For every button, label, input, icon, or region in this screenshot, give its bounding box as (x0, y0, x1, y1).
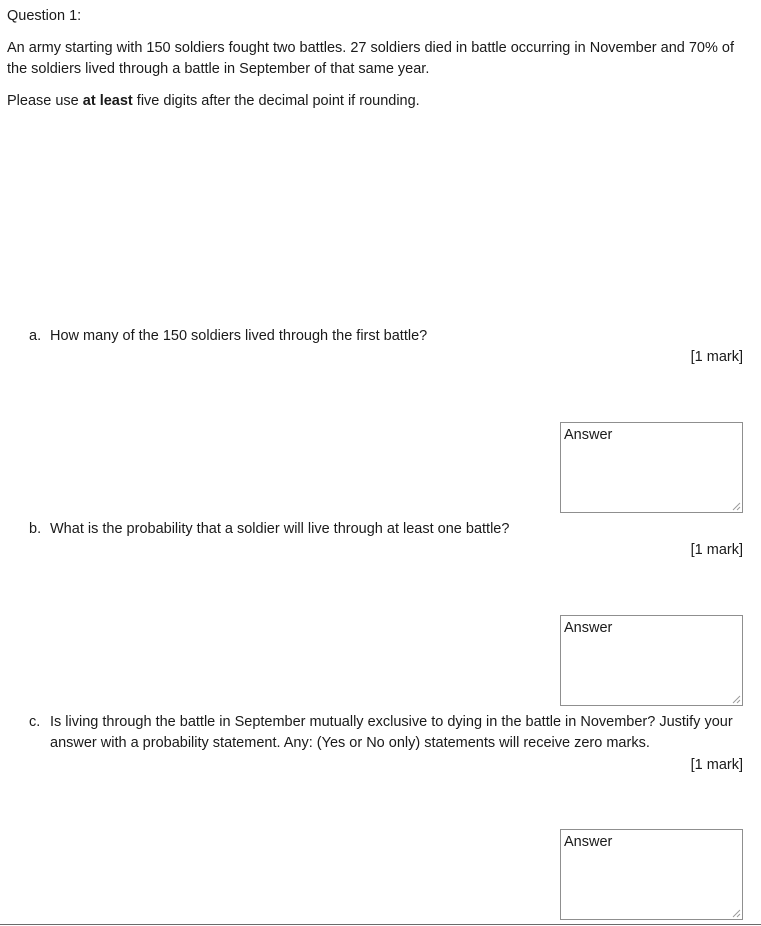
part-b-mark: [1 mark] (690, 542, 743, 558)
part-b-question: What is the probability that a soldier will live through at least one battle? (50, 521, 510, 537)
part-b-answer-field[interactable] (560, 615, 743, 706)
part-a-answer-field[interactable] (560, 422, 743, 513)
part-c-question: Is living through the battle in September mutually exclusive to dying in the battle in November? Justify your answer with a probability statement. Any: (Yes or No only) statements will receive zero marks. (50, 714, 733, 751)
rounding-emphasis: at least (82, 93, 133, 109)
question-label: Question 1: (7, 8, 82, 24)
part-c-letter: c. (29, 714, 41, 730)
part-a-letter: a. (29, 328, 42, 344)
rounding-instruction (7, 91, 420, 112)
part-c-mark: [1 mark] (690, 757, 743, 773)
part-a-question: How many of the 150 soldiers lived through the first battle? (50, 328, 428, 344)
rounding-prefix: Please use (7, 93, 83, 109)
part-b-letter: b. (29, 521, 42, 537)
part-c-answer-field[interactable] (560, 829, 743, 920)
part-a-mark: [1 mark] (690, 349, 743, 365)
question-intro: An army starting with 150 soldiers fought two battles. 27 soldiers died in battle occurring in November and 70% of the soldiers lived through a battle in September of that same year. (7, 40, 734, 77)
bottom-divider (0, 924, 761, 925)
rounding-suffix: five digits after the decimal point if rounding. (132, 93, 420, 109)
